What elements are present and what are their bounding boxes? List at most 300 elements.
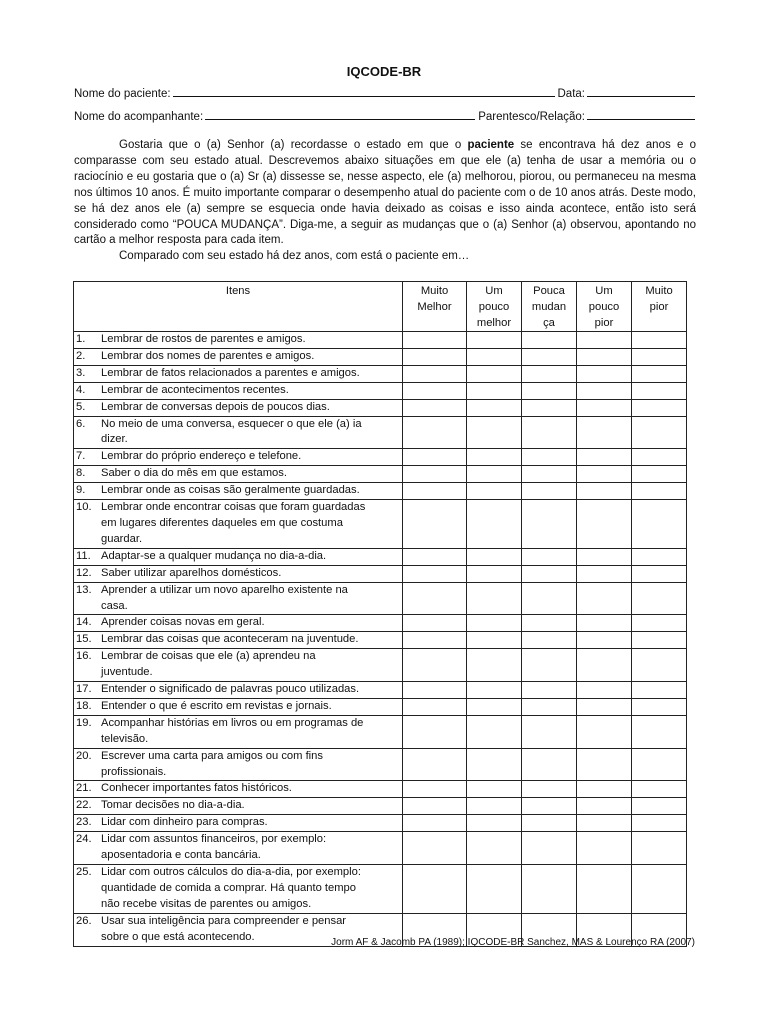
- item-number: 24.: [76, 833, 92, 846]
- response-cell[interactable]: [632, 649, 687, 682]
- column-header-line: Um: [595, 285, 613, 297]
- response-cell[interactable]: [632, 632, 687, 649]
- response-cell[interactable]: [467, 365, 522, 382]
- item-text-line: Aprender a utilizar um novo aparelho existente na: [101, 583, 348, 596]
- response-cell[interactable]: [632, 399, 687, 416]
- table-row: [74, 815, 687, 832]
- item-number: 1.: [76, 333, 86, 345]
- item-text-line: Lembrar dos nomes de parentes e amigos.: [101, 349, 315, 362]
- response-cell[interactable]: [522, 632, 577, 649]
- item-text: [101, 716, 400, 748]
- response-cell[interactable]: [467, 649, 522, 682]
- comparison-prompt: Comparado com seu estado há dez anos, com está o paciente em…: [119, 250, 470, 263]
- item-text-line: quantidade de comida a comprar. Há quanto tempo: [101, 881, 356, 894]
- response-cell[interactable]: [403, 781, 467, 798]
- item-text: [101, 466, 400, 482]
- instructions-bold-word: paciente: [467, 139, 515, 151]
- response-cell[interactable]: [467, 748, 522, 781]
- item-text: [101, 583, 400, 615]
- item-number: 17.: [76, 683, 92, 696]
- item-text: [101, 798, 400, 814]
- response-cell[interactable]: [632, 781, 687, 798]
- response-cell[interactable]: [522, 416, 577, 449]
- response-cell[interactable]: [467, 815, 522, 832]
- table-row: [74, 781, 687, 798]
- item-number: 22.: [76, 799, 92, 812]
- response-cell[interactable]: [577, 348, 632, 365]
- item-text-line: sobre o que está acontecendo.: [101, 930, 255, 943]
- item-text-line: Lembrar onde as coisas são geralmente guardadas.: [101, 484, 360, 497]
- item-text: [101, 449, 400, 465]
- item-text-line: Lidar com dinheiro para compras.: [101, 816, 268, 829]
- response-cell[interactable]: [632, 865, 687, 914]
- column-header-line: Melhor: [417, 301, 452, 313]
- column-header-line: Muito: [420, 285, 449, 297]
- response-cell[interactable]: [632, 682, 687, 699]
- response-cell[interactable]: [403, 649, 467, 682]
- item-text: [101, 566, 400, 582]
- response-cell[interactable]: [403, 832, 467, 865]
- patient-name-label: Nome do paciente:: [74, 88, 171, 100]
- response-cell[interactable]: [403, 382, 467, 399]
- item-number: 21.: [76, 782, 92, 795]
- response-cell[interactable]: [403, 682, 467, 699]
- item-cell: [74, 365, 403, 382]
- response-cell[interactable]: [632, 815, 687, 832]
- item-text-line: Aprender coisas novas em geral.: [101, 616, 265, 629]
- item-cell: [74, 565, 403, 582]
- response-cell[interactable]: [403, 548, 467, 565]
- response-cell[interactable]: [577, 632, 632, 649]
- response-cell[interactable]: [522, 348, 577, 365]
- response-cell[interactable]: [632, 449, 687, 466]
- response-cell[interactable]: [577, 365, 632, 382]
- item-number: 12.: [76, 566, 92, 579]
- item-cell: [74, 548, 403, 565]
- response-cell[interactable]: [522, 382, 577, 399]
- item-cell: [74, 483, 403, 500]
- response-cell[interactable]: [577, 798, 632, 815]
- response-cell[interactable]: [577, 483, 632, 500]
- response-cell[interactable]: [577, 781, 632, 798]
- item-cell: [74, 332, 403, 349]
- response-cell[interactable]: [403, 632, 467, 649]
- item-text-line: Acompanhar histórias em livros ou em programas de: [101, 716, 364, 729]
- column-header-line: pouco: [478, 301, 510, 313]
- column-header-line: Pouca: [533, 285, 565, 297]
- relation-field[interactable]: [587, 111, 695, 120]
- item-cell: [74, 500, 403, 549]
- item-cell: [74, 698, 403, 715]
- response-cell[interactable]: [577, 698, 632, 715]
- item-text-line: Lembrar de rostos de parentes e amigos.: [101, 333, 306, 345]
- response-cell[interactable]: [403, 698, 467, 715]
- response-cell[interactable]: [403, 365, 467, 382]
- response-cell[interactable]: [577, 500, 632, 549]
- item-cell: [74, 582, 403, 615]
- table-row: [74, 449, 687, 466]
- item-text: [101, 500, 400, 548]
- response-cell[interactable]: [403, 565, 467, 582]
- item-number: 19.: [76, 716, 92, 729]
- item-text: [101, 549, 400, 565]
- response-cell[interactable]: [522, 365, 577, 382]
- relation-label: Parentesco/Relação:: [478, 111, 585, 123]
- item-cell: [74, 466, 403, 483]
- response-cell[interactable]: [467, 332, 522, 349]
- item-cell: [74, 449, 403, 466]
- response-cell[interactable]: [522, 865, 577, 914]
- table-row: [74, 416, 687, 449]
- column-header-option: [467, 282, 522, 332]
- patient-date-line: [74, 88, 698, 100]
- response-cell[interactable]: [403, 449, 467, 466]
- date-field[interactable]: [587, 88, 695, 97]
- instructions-text-a: Gostaria que o (a) Senhor (a) recordasse o estado em que o: [119, 139, 468, 151]
- item-number: 10.: [76, 501, 92, 514]
- instructions-text-b: se encontrava há dez anos e o comparasse com seu estado atual. Descrevemos abaixo situações em que ele (a) tenha de usar a memória ou o raciocínio e eu gostaria que o (a) Sr (a) dissesse se, nesse aspecto, ele (a) melhorou, piorou, ou permaneceu na mesma nos últimos 10 anos. É muito importante comparar o desempenho atual do paciente com o de 10 anos atrás. Deste modo, se há dez anos ele (a) sempre se esquecia onde havia deixado as coisas e isso ainda acontece, então isto será considerado como “POUCA MUDANÇA”. Diga-me, a seguir as mudanças que o (a) Senhor (a) observou, apontando no cartão a melhor resposta para cada item.: [74, 139, 696, 247]
- companion-name-field[interactable]: [205, 111, 475, 120]
- response-cell[interactable]: [577, 416, 632, 449]
- date-label: Data:: [557, 88, 585, 100]
- response-cell[interactable]: [632, 466, 687, 483]
- response-cell[interactable]: [403, 332, 467, 349]
- item-cell: [74, 781, 403, 798]
- table-row: [74, 382, 687, 399]
- response-cell[interactable]: [403, 399, 467, 416]
- response-cell[interactable]: [577, 832, 632, 865]
- response-cell[interactable]: [467, 715, 522, 748]
- item-cell: [74, 748, 403, 781]
- column-header-line: pouco: [588, 301, 620, 313]
- table-row: [74, 832, 687, 865]
- instructions: [74, 138, 696, 265]
- item-cell: [74, 632, 403, 649]
- item-text-line: Saber utilizar aparelhos domésticos.: [101, 566, 282, 579]
- table-row: [74, 365, 687, 382]
- item-text-line: Lembrar de acontecimentos recentes.: [101, 383, 289, 396]
- item-number: 7.: [76, 450, 86, 463]
- response-cell[interactable]: [522, 682, 577, 699]
- table-row: [74, 483, 687, 500]
- item-text: [101, 649, 400, 681]
- response-cell[interactable]: [522, 399, 577, 416]
- item-text-line: Usar sua inteligência para compreender e pensar: [101, 914, 347, 927]
- response-cell[interactable]: [522, 649, 577, 682]
- item-text-line: Lembrar das coisas que aconteceram na juventude.: [101, 633, 359, 646]
- column-header-option: [577, 282, 632, 332]
- item-text: [101, 699, 400, 715]
- column-header-line: melhor: [476, 317, 512, 329]
- item-text-line: Escrever uma carta para amigos ou com fins: [101, 749, 323, 762]
- table-row: [74, 748, 687, 781]
- column-header-line: Muito: [645, 285, 673, 297]
- companion-name-label: Nome do acompanhante:: [74, 111, 204, 123]
- table-header-row: [74, 282, 687, 332]
- response-cell[interactable]: [467, 632, 522, 649]
- item-text: [101, 383, 400, 399]
- response-cell[interactable]: [467, 348, 522, 365]
- item-text: [101, 483, 400, 499]
- item-text-line: Tomar decisões no dia-a-dia.: [101, 799, 245, 812]
- response-cell[interactable]: [467, 832, 522, 865]
- iqcode-table: [73, 281, 687, 947]
- response-cell[interactable]: [577, 548, 632, 565]
- item-text-line: Lembrar de fatos relacionados a parentes e amigos.: [101, 366, 360, 379]
- response-cell[interactable]: [403, 748, 467, 781]
- document-title: IQCODE-BR: [346, 64, 422, 79]
- response-cell[interactable]: [467, 781, 522, 798]
- response-cell[interactable]: [467, 416, 522, 449]
- response-cell[interactable]: [522, 798, 577, 815]
- response-cell[interactable]: [577, 332, 632, 349]
- response-cell[interactable]: [632, 332, 687, 349]
- response-cell[interactable]: [522, 815, 577, 832]
- item-number: 4.: [76, 383, 86, 396]
- response-cell[interactable]: [467, 548, 522, 565]
- item-cell: [74, 382, 403, 399]
- response-cell[interactable]: [577, 682, 632, 699]
- response-cell[interactable]: [403, 466, 467, 483]
- table-row: [74, 548, 687, 565]
- item-cell: [74, 416, 403, 449]
- item-text-line: Entender o que é escrito em revistas e jornais.: [101, 699, 332, 712]
- response-cell[interactable]: [522, 449, 577, 466]
- patient-name-field[interactable]: [173, 88, 555, 97]
- item-text: [101, 865, 400, 913]
- response-cell[interactable]: [403, 416, 467, 449]
- item-number: 11.: [76, 549, 91, 562]
- table-row: [74, 582, 687, 615]
- response-cell[interactable]: [467, 449, 522, 466]
- response-cell[interactable]: [632, 365, 687, 382]
- response-cell[interactable]: [522, 466, 577, 483]
- response-cell[interactable]: [403, 815, 467, 832]
- response-cell[interactable]: [632, 500, 687, 549]
- response-cell[interactable]: [403, 798, 467, 815]
- item-text: [101, 632, 400, 648]
- table-row: [74, 615, 687, 632]
- item-text-line: Lembrar de coisas que ele (a) aprendeu na: [101, 650, 316, 663]
- item-number: 20.: [76, 749, 92, 762]
- response-cell[interactable]: [632, 715, 687, 748]
- response-cell[interactable]: [467, 399, 522, 416]
- table-row: [74, 565, 687, 582]
- table-row: [74, 466, 687, 483]
- column-header-option: [522, 282, 577, 332]
- table-row: [74, 649, 687, 682]
- response-cell[interactable]: [522, 698, 577, 715]
- item-text-line: Lidar com assuntos financeiros, por exemplo:: [101, 833, 327, 846]
- item-number: 9.: [76, 484, 86, 497]
- response-cell[interactable]: [403, 865, 467, 914]
- response-cell[interactable]: [403, 500, 467, 549]
- response-cell[interactable]: [632, 548, 687, 565]
- item-number: 25.: [76, 866, 92, 878]
- response-cell[interactable]: [632, 382, 687, 399]
- item-text-line: Lembrar do próprio endereço e telefone.: [101, 450, 302, 463]
- response-cell[interactable]: [522, 832, 577, 865]
- response-cell[interactable]: [467, 483, 522, 500]
- item-text-line: aposentadoria e conta bancária.: [101, 849, 261, 862]
- item-text-line: Saber o dia do mês em que estamos.: [101, 467, 287, 480]
- item-number: 8.: [76, 467, 86, 480]
- item-text: [101, 682, 400, 698]
- item-number: 5.: [76, 400, 86, 413]
- item-text: [101, 832, 400, 864]
- item-cell: [74, 798, 403, 815]
- table-row: [74, 698, 687, 715]
- response-cell[interactable]: [522, 548, 577, 565]
- response-cell[interactable]: [632, 615, 687, 632]
- column-header-option: [632, 282, 687, 332]
- response-cell[interactable]: [577, 748, 632, 781]
- item-text-line: casa.: [101, 599, 128, 612]
- response-cell[interactable]: [632, 698, 687, 715]
- item-cell: [74, 715, 403, 748]
- instructions-paragraph: [74, 138, 696, 249]
- companion-relation-line: [74, 111, 698, 123]
- item-text-line: juventude.: [101, 666, 153, 679]
- item-text-line: Lembrar de conversas depois de poucos dias.: [101, 400, 330, 413]
- item-text-line: Lidar com outros cálculos do dia-a-dia, por exemplo:: [101, 866, 361, 878]
- item-cell: [74, 649, 403, 682]
- response-cell[interactable]: [577, 715, 632, 748]
- item-text-line: Conhecer importantes fatos históricos.: [101, 782, 292, 795]
- response-cell[interactable]: [632, 565, 687, 582]
- table-row: [74, 500, 687, 549]
- response-cell[interactable]: [467, 466, 522, 483]
- table-row: [74, 682, 687, 699]
- response-cell[interactable]: [467, 565, 522, 582]
- table-row: [74, 348, 687, 365]
- response-cell[interactable]: [467, 582, 522, 615]
- response-cell[interactable]: [577, 449, 632, 466]
- item-text-line: guardar.: [101, 532, 143, 545]
- response-cell[interactable]: [632, 348, 687, 365]
- item-number: 23.: [76, 816, 92, 829]
- item-text-line: Adaptar-se a qualquer mudança no dia-a-dia.: [101, 549, 327, 562]
- response-cell[interactable]: [522, 748, 577, 781]
- table-row: [74, 632, 687, 649]
- response-cell[interactable]: [403, 615, 467, 632]
- response-cell[interactable]: [577, 865, 632, 914]
- item-text: [101, 417, 400, 449]
- item-text: [101, 366, 400, 382]
- item-cell: [74, 615, 403, 632]
- column-header-itens: [74, 282, 403, 332]
- response-cell[interactable]: [522, 715, 577, 748]
- item-text: [101, 332, 400, 348]
- item-number: 18.: [76, 699, 92, 712]
- response-cell[interactable]: [577, 582, 632, 615]
- response-cell[interactable]: [522, 500, 577, 549]
- response-cell[interactable]: [522, 332, 577, 349]
- item-cell: [74, 832, 403, 865]
- response-cell[interactable]: [522, 781, 577, 798]
- item-text: [101, 749, 400, 781]
- table-row: [74, 332, 687, 349]
- column-header-line: ça: [543, 317, 555, 329]
- item-number: 14.: [76, 616, 92, 629]
- item-text-line: Lembrar onde encontrar coisas que foram guardadas: [101, 501, 366, 514]
- response-cell[interactable]: [467, 682, 522, 699]
- response-cell[interactable]: [403, 715, 467, 748]
- item-cell: [74, 682, 403, 699]
- response-cell[interactable]: [632, 416, 687, 449]
- column-header-line: mudan: [531, 301, 567, 313]
- response-cell[interactable]: [577, 815, 632, 832]
- item-text: [101, 349, 400, 365]
- item-text-line: Entender o significado de palavras pouco utilizadas.: [101, 683, 360, 696]
- item-number: 15.: [76, 633, 92, 646]
- citation: Jorm AF & Jacomb PA (1989); IQCODE-BR Sanchez, MAS & Lourenço RA (2007): [331, 937, 695, 948]
- item-text: [101, 815, 400, 831]
- response-cell[interactable]: [403, 483, 467, 500]
- response-cell[interactable]: [632, 748, 687, 781]
- column-header-line: Um: [485, 285, 503, 297]
- response-cell[interactable]: [467, 382, 522, 399]
- response-cell[interactable]: [577, 649, 632, 682]
- column-header-line: pior: [649, 301, 669, 313]
- column-header-line: pior: [594, 317, 614, 329]
- response-cell[interactable]: [577, 382, 632, 399]
- item-cell: [74, 815, 403, 832]
- response-cell[interactable]: [577, 466, 632, 483]
- response-cell[interactable]: [632, 582, 687, 615]
- response-cell[interactable]: [577, 615, 632, 632]
- response-cell[interactable]: [522, 483, 577, 500]
- item-number: 26.: [76, 914, 92, 927]
- item-number: 6.: [76, 417, 86, 430]
- item-text-line: televisão.: [101, 732, 149, 745]
- item-text-line: não recebe visitas de parentes ou amigos.: [101, 897, 312, 910]
- response-cell[interactable]: [403, 348, 467, 365]
- item-text-line: No meio de uma conversa, esquecer o que ele (a) ia: [101, 417, 362, 430]
- item-cell: [74, 865, 403, 914]
- item-number: 3.: [76, 366, 86, 379]
- item-number: 13.: [76, 583, 92, 596]
- response-cell[interactable]: [632, 798, 687, 815]
- response-cell[interactable]: [577, 565, 632, 582]
- table-row: [74, 715, 687, 748]
- item-number: 16.: [76, 650, 92, 663]
- table-row: [74, 399, 687, 416]
- response-cell[interactable]: [522, 582, 577, 615]
- response-cell[interactable]: [403, 582, 467, 615]
- response-cell[interactable]: [632, 483, 687, 500]
- column-header-option: [403, 282, 467, 332]
- response-cell[interactable]: [467, 798, 522, 815]
- item-text: [101, 615, 400, 631]
- item-number: 2.: [76, 349, 86, 362]
- response-cell[interactable]: [577, 399, 632, 416]
- response-cell[interactable]: [522, 615, 577, 632]
- item-cell: [74, 348, 403, 365]
- response-cell[interactable]: [467, 865, 522, 914]
- response-cell[interactable]: [522, 565, 577, 582]
- response-cell[interactable]: [467, 698, 522, 715]
- column-header-line: Itens: [225, 285, 251, 297]
- item-text-line: profissionais.: [101, 765, 167, 778]
- response-cell[interactable]: [632, 832, 687, 865]
- item-text-line: em lugares diferentes daqueles em que costuma: [101, 516, 343, 529]
- response-cell[interactable]: [467, 615, 522, 632]
- item-text: [101, 400, 400, 416]
- item-cell: [74, 399, 403, 416]
- item-text-line: dizer.: [101, 433, 128, 446]
- response-cell[interactable]: [467, 500, 522, 549]
